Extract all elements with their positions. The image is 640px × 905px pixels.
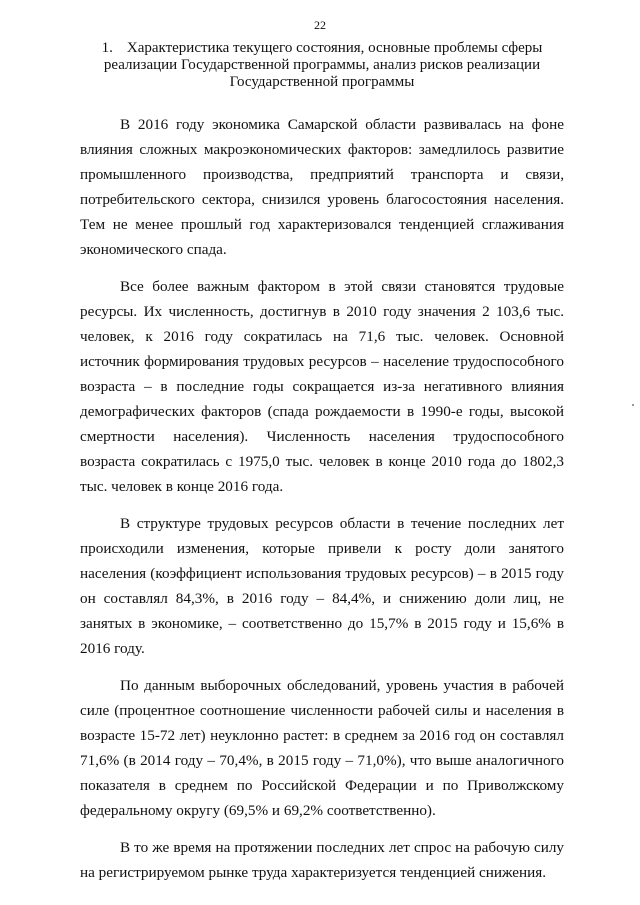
paragraph-4: По данным выборочных обследований, уровень участия в рабочей силе (процентное соотношение численности рабочей силы и населения в возрасте 15-72 лет) неуклонно растет: в среднем за 2016 год он составлял 71,6% (в 2014 году – 70,4%, в 2015 году – 71,0%), что выше аналогичного показателя в среднем по Российской Федерации и по Приволжскому федеральному округу (69,5% и 69,2% соответственно). <box>80 677 564 819</box>
section-heading <box>80 40 564 91</box>
paragraph-5: В то же время на протяжении последних лет спрос на рабочую силу на регистрируемом рынке труда характеризуется тенденцией снижения. <box>80 839 564 881</box>
paragraph-1: В 2016 году экономика Самарской области развивалась на фоне влияния сложных макроэкономических факторов: замедлилось развитие промышленного производства, предприятий транспорта и связи, потребительского сектора, снизился уровень благосостояния населения. Тем не менее прошлый год характеризовался тенденцией сглаживания экономического спада. <box>80 116 564 258</box>
section-title: Характеристика текущего состояния, основные проблемы сферы реализации Государственной программы, анализ рисков реализации Государственной программы <box>103 40 543 90</box>
paragraph-3: В структуре трудовых ресурсов области в течение последних лет происходили изменения, которые привели к росту доли занятого населения (коэффициент использования трудовых ресурсов) – в 2015 году он составлял 84,3%, в 2016 году – 84,4%, и снижению доли лиц, не занятых в экономике, – соответственно до 15,7% в 2015 году и 15,6% в 2016 году. <box>80 515 564 657</box>
body-text <box>80 112 564 897</box>
paragraph-2: Все более важным фактором в этой связи становятся трудовые ресурсы. Их численность, достигнув в 2010 году значения 2 103,6 тыс. человек, к 2016 году сократилась на 71,6 тыс. человек. Основной источник формирования трудовых ресурсов – население трудоспособного возраста – в последние годы сокращается из-за негативного влияния демографических факторов (спада рождаемости в 1990-е годы, высокой смертности населения). Численность населения трудоспособного возраста сократилась с 1975,0 тыс. человек в конце 2010 года до 1802,3 тыс. человек в конце 2016 года. <box>80 278 564 495</box>
page-number: 22 <box>314 18 326 32</box>
scan-speck <box>632 404 634 406</box>
section-number: 1. <box>101 40 113 56</box>
